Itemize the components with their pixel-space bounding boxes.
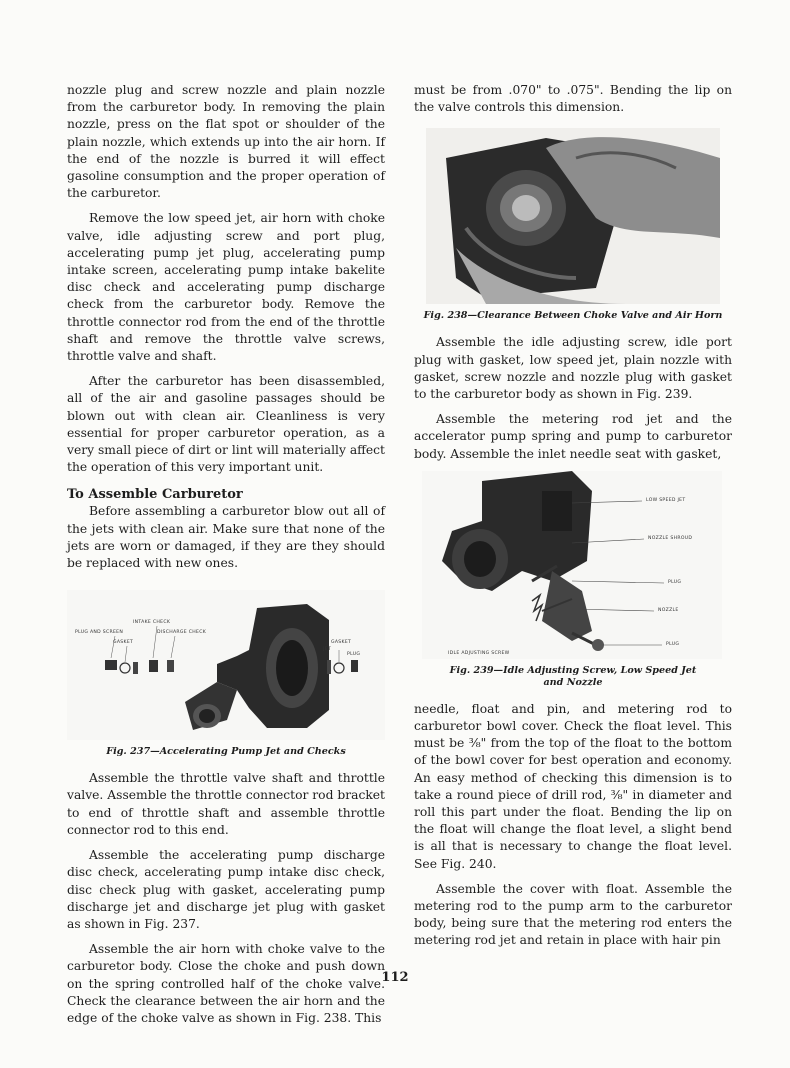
choke-valve-photo (426, 128, 720, 304)
label-gasket: GASKET (113, 640, 134, 646)
label-plug: PLUG (666, 641, 680, 647)
label-intake-check: INTAKE CHECK (133, 620, 171, 626)
figure-239-image (422, 471, 722, 659)
figure-237-caption: Fig. 237—Accelerating Pump Jet and Checks (106, 746, 346, 758)
left-column (67, 82, 385, 1035)
figure-237 (67, 590, 385, 740)
label-plug: PLUG (347, 652, 361, 658)
label-nozzle-shroud: NOZZLE SHROUD (648, 535, 693, 541)
figure-238 (414, 128, 732, 304)
carburetor-parts-illustration (67, 590, 385, 740)
paragraph: Assemble the cover with float. Assemble the metering rod to the pump arm to the carburetor body, being sure that the metering rod enters the metering rod jet and retain in place with hair pin (414, 881, 732, 948)
label-idle-adjusting-screw: IDLE ADJUSTING SCREW (448, 650, 510, 656)
label-nozzle: NOZZLE (658, 607, 679, 613)
paragraph: Before assembling a carburetor blow out all of the jets with clean air. Make sure that none of the jets are worn or damaged, if they are they should be replaced with new ones. (67, 504, 385, 571)
paragraph: Assemble the metering rod jet and the accelerator pump spring and pump to carburetor body. Assemble the inlet needle seat with gasket, (414, 412, 732, 461)
right-column (414, 82, 732, 958)
paragraph: Assemble the throttle valve shaft and throttle valve. Assemble the throttle connector rod bracket to end of throttle shaft and assemble throttle connector rod to this end. (67, 771, 386, 837)
label-jet: JET (323, 647, 331, 653)
figure-239 (414, 471, 732, 659)
label-plug-and-screen: PLUG AND SCREEN (75, 630, 124, 636)
page-number: 112 (381, 970, 409, 985)
figure-238-caption: Fig. 238—Clearance Between Choke Valve and Air Horn (423, 310, 723, 322)
label-gasket: GASKET (331, 640, 352, 646)
paragraph: nozzle plug and screw nozzle and plain nozzle from the carburetor body. In removing the plain nozzle, press on the flat spot or shoulder of the plain nozzle, which extends up into the air horn. If the end of the nozzle is burred it will effect gasoline consumption and the proper operation of the carburetor. (67, 83, 385, 201)
paragraph: After the carburetor has been disassembled, all of the air and gasoline passages should be blown out with clean air. Cleanliness is very essential for proper carburetor operation, as a very small piece of dirt or lint will materially affect the operation of this very important unit. (67, 374, 385, 475)
figure-239-caption: Fig. 239—Idle Adjusting Screw, Low Speed Jet and Nozzle (449, 664, 697, 688)
figure-237-image (67, 590, 385, 740)
paragraph: Remove the low speed jet, air horn with choke valve, idle adjusting screw and port plug, accelerating pump jet plug, accelerating pump intake screen, accelerating pump intake bakelite disc check and accelerating pump discharge check from the carburetor body. Remove the throttle connector rod from the end of the throttle shaft and remove the throttle valve screws, throttle valve and shaft. (67, 211, 385, 364)
paragraph: needle, float and pin, and metering rod to carburetor bowl cover. Check the float level. This must be ⅜" from the top of the float to the bottom of the bowl cover for best operation and economy. An easy method of checking this dimension is to take a round piece of drill rod, ⅜" in diameter and roll this part under the float. Bending the lip on the float will change the float level, a slight bend is all that is necessary to change the float level. See Fig. 240. (414, 701, 732, 871)
paragraph: Assemble the air horn with choke valve to the carburetor body. Close the choke and push down on the spring controlled half of the choke valve. Check the clearance between the air horn and the edge of the choke valve as shown in Fig. 238. This (67, 942, 385, 1025)
figure-238-image (426, 128, 720, 304)
paragraph: must be from .070" to .075". Bending the lip on the valve controls this dimension. (414, 83, 732, 115)
paragraph: Assemble the idle adjusting screw, idle port plug with gasket, low speed jet, plain nozzle with gasket, screw nozzle and nozzle plug with gasket to the carburetor body as shown in Fig. 239. (414, 335, 732, 402)
label-plug: PLUG (668, 579, 682, 585)
label-low-speed-jet: LOW SPEED JET (646, 497, 686, 503)
label-discharge-check: DISCHARGE CHECK (157, 630, 207, 636)
section-heading: To Assemble Carburetor (67, 487, 243, 503)
paragraph: Assemble the accelerating pump discharge disc check, accelerating pump intake disc check, disc check plug with gasket, accelerating pump discharge jet and discharge jet plug with gasket as shown in Fig. 237. (67, 848, 385, 931)
